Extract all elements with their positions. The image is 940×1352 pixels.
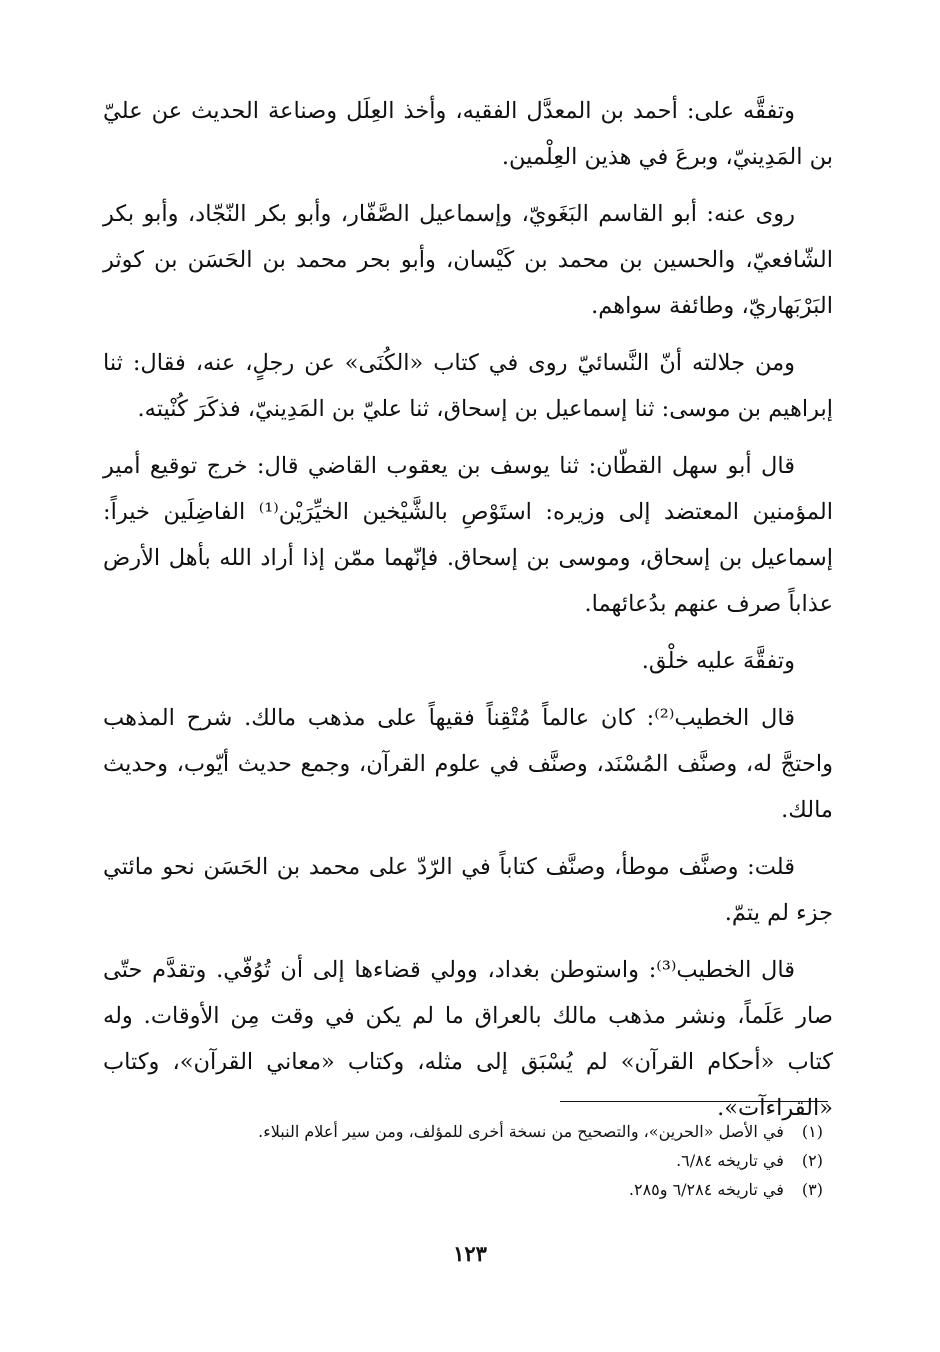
footnote-number: (١): [801, 1122, 823, 1141]
footnote-number: (٢): [801, 1151, 823, 1170]
paragraph: قال الخطيب⁽³⁾: واستوطن بغداد، وولي قضاءها إلى أن تُوُفّي. وتقدَّم حتّى صار عَلَماً، ونشر مذهب مالك بالعراق ما لم يكن في وقت مِن الأوقات. وله كتاب «أحكام القرآن» لم يُسْبَق إلى مثله، وكتاب «معاني القرآن»، وكتاب «القراءآت».: [103, 957, 833, 1121]
footnotes: [103, 1117, 823, 1204]
paragraph: وتفقَّهَ عليه خلْق.: [641, 648, 795, 674]
paragraph: قلت: وصنَّف موطأ، وصنَّف كتاباً في الرّدّ على محمد بن الحَسَن نحو مائتي جزء لم يتمّ.: [103, 854, 833, 926]
footnote: [103, 1117, 823, 1146]
footnote-text: في تاريخه ٦/٨٤.: [676, 1151, 784, 1170]
paragraph: قال الخطيب⁽²⁾: كان عالماً مُتْقِناً فقيهاً على مذهب مالك. شرح المذهب واحتجَّ له، وصنَّف المُسْنَد، وصنَّف في علوم القرآن، وجمع حديث أيّوب، وحديث مالك.: [103, 705, 833, 823]
footnote-text: في الأصل «الحرين»، والتصحيح من نسخة أخرى للمؤلف، ومن سير أعلام النبلاء.: [258, 1122, 784, 1141]
footnote-text: في تاريخه ٦/٢٨٤ و٢٨٥.: [628, 1180, 784, 1199]
main-text: [103, 88, 833, 1139]
paragraph: قال أبو سهل القطّان: ثنا يوسف بن يعقوب القاضي قال: خرج توقيع أمير المؤمنين المعتضد إلى وزيره: استَوْصِ بالشَّيْخين الخيِّرَيْن⁽¹⁾ الفاضِلَين خيراً: إسماعيل بن إسحاق، وموسى بن إسحاق. فإنّهما ممّن إذا أراد الله بأهل الأرض عذاباً صرف عنهم بدُعائهما.: [103, 453, 833, 617]
footnote-number: (٣): [801, 1180, 823, 1199]
footnote: [103, 1175, 823, 1204]
paragraph: وتفقَّه على: أحمد بن المعدَّل الفقيه، وأخذ العِلَل وصناعة الحديث عن عليّ بن المَدِينيّ، وبرعَ في هذين العِلْمين.: [103, 98, 833, 170]
paragraph: روى عنه: أبو القاسم البَغَويّ، وإسماعيل الصَّفّار، وأبو بكر النّجّاد، وأبو بكر الشّافعيّ، والحسين بن محمد بن كَيْسان، وأبو بحر محمد بن الحَسَن بن كوثر البَرْبَهاريّ، وطائفة سواهم.: [103, 201, 833, 319]
footnote: [103, 1146, 823, 1175]
footnote-separator: [560, 1101, 828, 1102]
page-number: ١٢٣: [453, 1241, 487, 1266]
paragraph: ومن جلالته أنّ النَّسائيّ روى في كتاب «الكُنَى» عن رجلٍ، عنه، فقال: ثنا إبراهيم بن موسى: ثنا إسماعيل بن إسحاق، ثنا عليّ بن المَدِينيّ، فذكَرَ كُنْيته.: [103, 350, 833, 422]
